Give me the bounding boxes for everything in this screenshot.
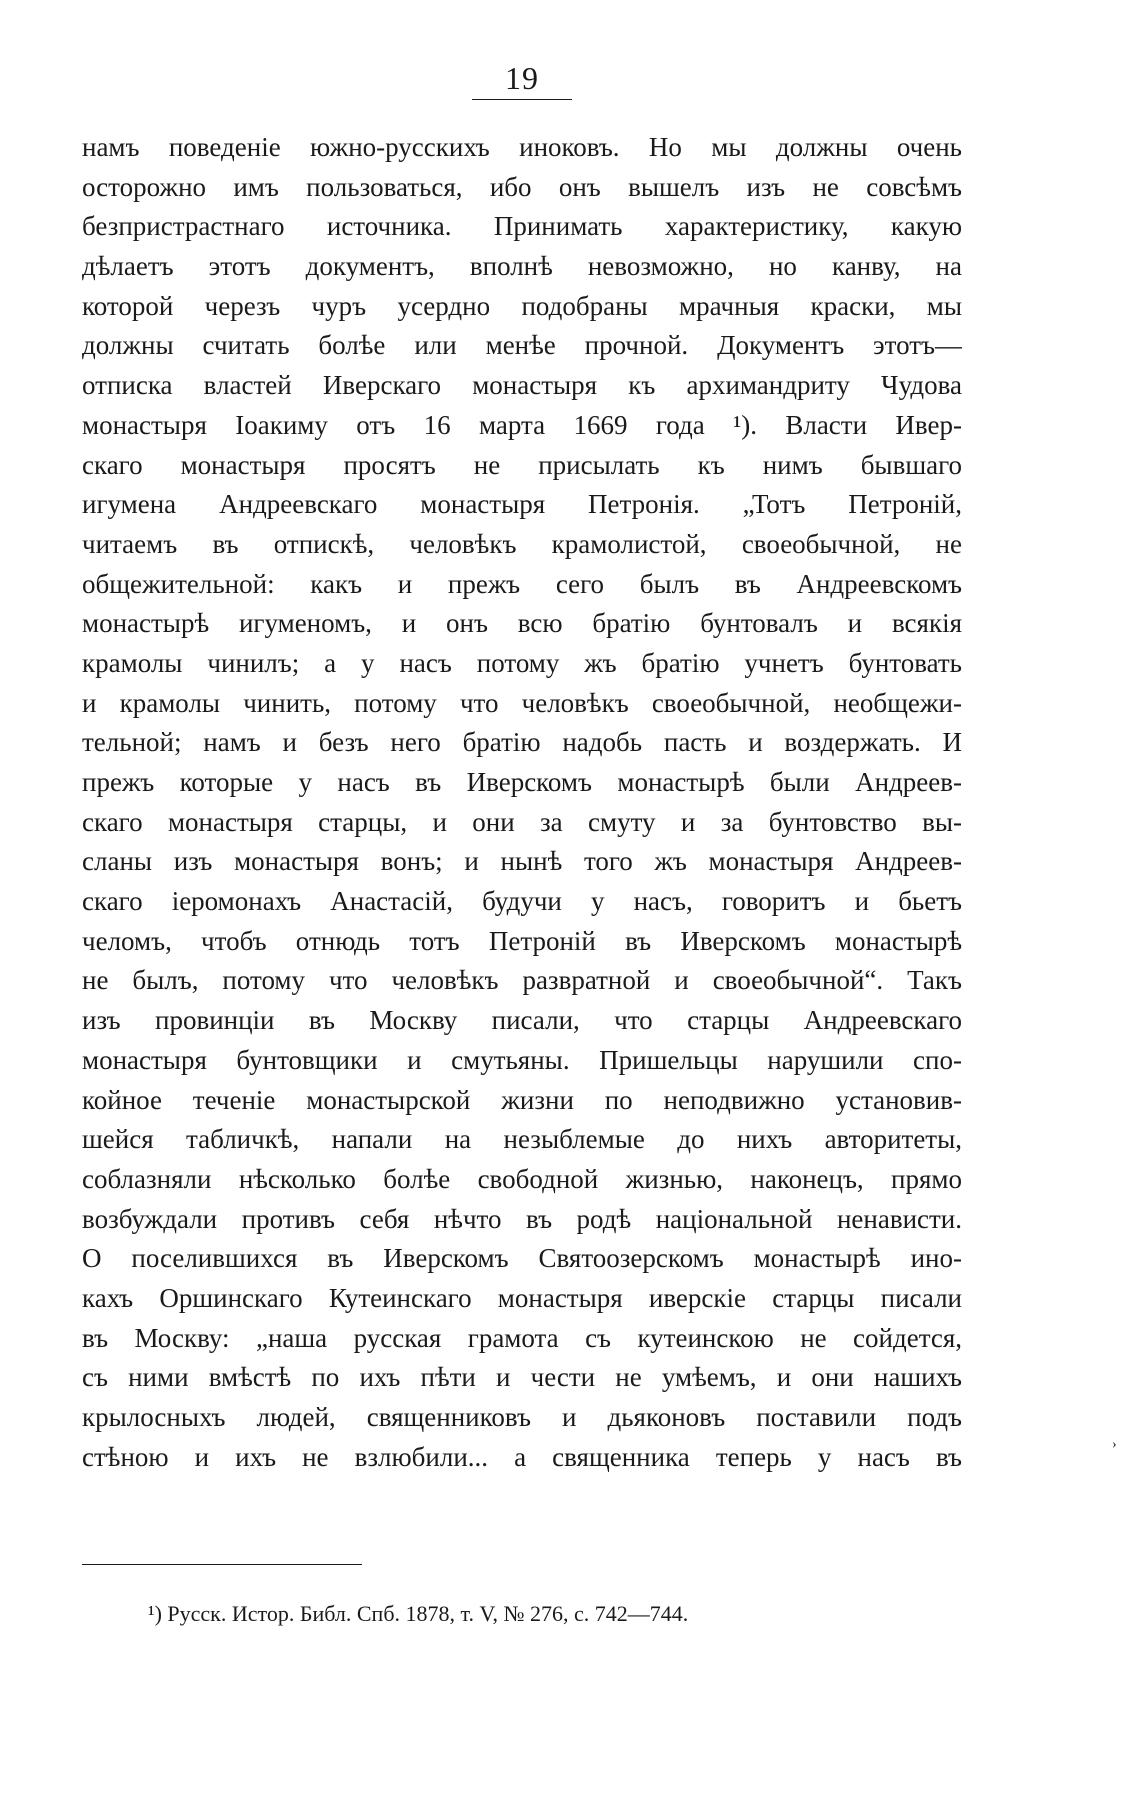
- text-line: игумена Андреевскаго монастыря Петронія. „Тотъ Петроній,: [82, 489, 962, 520]
- text-line: прежъ которые у насъ въ Иверскомъ монастырѣ были Андреев-: [82, 767, 962, 797]
- text-line: скаго монастыря просятъ не присылать къ нимъ бывшаго: [82, 449, 962, 480]
- page-number-rule: [472, 99, 572, 100]
- text-line: тельной; намъ и безъ него братію надобь пасть и воздержать. И: [82, 727, 962, 758]
- text-line: съ ними вмѣстѣ по ихъ пѣти и чести не умѣемъ, и они нашихъ: [82, 1362, 962, 1393]
- text-line: кахъ Оршинскаго Кутеинскаго монастыря иверскіе старцы писали: [82, 1282, 962, 1313]
- text-line: и крамолы чинить, потому что человѣкъ своеобычной, необщежи-: [82, 687, 962, 718]
- text-line: стѣною и ихъ не взлюбили... а священника теперь у насъ въ: [82, 1441, 962, 1472]
- footnote-rule: [82, 1564, 362, 1565]
- body-text: [82, 128, 962, 1477]
- text-line: дѣлаетъ этотъ документъ, вполнѣ невозможно, но канву, на: [82, 251, 962, 282]
- text-line: которой черезъ чуръ усердно подобраны мрачныя краски, мы: [82, 290, 962, 321]
- text-line: челомъ, чтобъ отнюдь тотъ Петроній въ Иверскомъ монастырѣ: [82, 925, 962, 956]
- text-line: сланы изъ монастыря вонъ; и нынѣ того жъ монастыря Андреев-: [82, 846, 962, 877]
- text-line: монастыря бунтовщики и смутьяны. Пришельцы нарушили спо-: [82, 1044, 962, 1075]
- text-line: въ Москву: „наша русская грамота съ кутеинскою не сойдется,: [82, 1322, 962, 1353]
- text-line: изъ провинціи въ Москву писали, что старцы Андреевскаго: [82, 1005, 962, 1036]
- text-line: не былъ, потому что человѣкъ развратной и своеобычной“. Такъ: [82, 965, 962, 996]
- text-line: койное теченіе монастырской жизни по неподвижно установив-: [82, 1084, 962, 1115]
- text-line: О поселившихся въ Иверскомъ Святоозерскомъ монастырѣ ино-: [82, 1243, 962, 1274]
- margin-mark: ›: [1112, 1437, 1117, 1452]
- text-line: осторожно имъ пользоваться, ибо онъ вышелъ изъ не совсѣмъ: [82, 171, 962, 202]
- text-line: общежительной: какъ и прежъ сего былъ въ Андреевскомъ: [82, 568, 962, 599]
- text-line: скаго монастыря старцы, и они за смуту и за бунтовство вы-: [82, 806, 962, 837]
- text-line: соблазняли нѣсколько болѣе свободной жизнью, наконецъ, прямо: [82, 1163, 962, 1194]
- text-line: крамолы чинилъ; а у насъ потому жъ братію учнетъ бунтовать: [82, 647, 962, 678]
- text-line: возбуждали противъ себя нѣчто въ родѣ національной ненависти.: [82, 1203, 962, 1234]
- text-line: читаемъ въ отпискѣ, человѣкъ крамолистой, своеобычной, не: [82, 528, 962, 559]
- text-line: шейся табличкѣ, напали на незыблемые до нихъ авторитеты,: [82, 1124, 962, 1155]
- text-line: монастыря Іоакиму отъ 16 марта 1669 года ¹). Власти Ивер-: [82, 409, 962, 440]
- text-line: скаго іеромонахъ Анастасій, будучи у насъ, говоритъ и бьетъ: [82, 886, 962, 917]
- text-line: отписка властей Иверскаго монастыря къ архимандриту Чудова: [82, 370, 962, 401]
- footnote: ¹) Русск. Истор. Библ. Спб. 1878, т. V, № 276, с. 742—744.: [148, 1601, 689, 1626]
- text-line: должны считать болѣе или менѣе прочной. Документъ этотъ—: [82, 330, 962, 361]
- page-number: 19: [505, 60, 539, 96]
- text-line: монастырѣ игуменомъ, и онъ всю братію бунтовалъ и всякія: [82, 608, 962, 639]
- text-line: безпристрастнаго источника. Принимать характеристику, какую: [82, 211, 962, 242]
- text-line: крылосныхъ людей, священниковъ и дьяконовъ поставили подъ: [82, 1402, 962, 1432]
- text-line: намъ поведеніе южно-русскихъ иноковъ. Но мы должны очень: [82, 132, 962, 162]
